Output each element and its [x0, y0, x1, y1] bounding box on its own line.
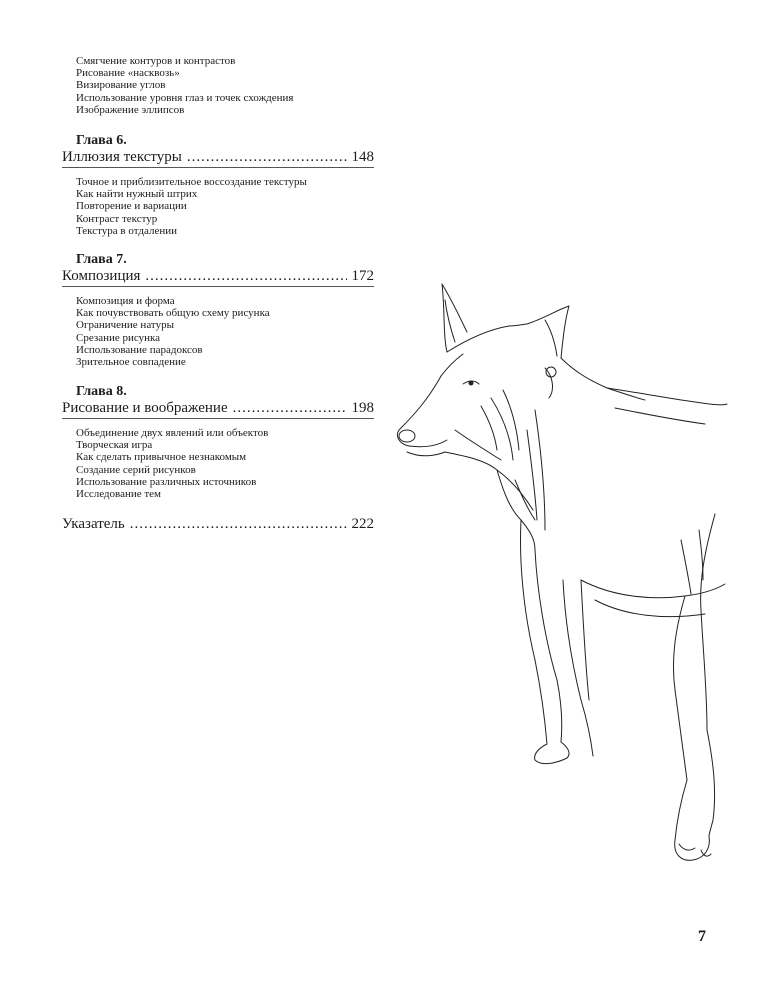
list-item: Как сделать привычное незнакомым [76, 451, 247, 464]
chapter-7-section [62, 252, 374, 368]
chapter-title: Композиция [62, 268, 141, 284]
list-item: Создание серий рисунков [76, 463, 196, 476]
list-item: Как почувствовать общую схему рисунка [76, 307, 270, 320]
section-list [62, 427, 374, 500]
continued-item-list [62, 55, 293, 116]
list-item: Композиция и форма [76, 295, 175, 307]
section-list [62, 176, 374, 237]
list-item: Точное и приблизительное воссоздание текстуры [76, 176, 307, 188]
list-item: Использование уровня глаз и точек схождения [76, 91, 294, 104]
index-entry[interactable] [62, 516, 374, 533]
page-number: 7 [698, 928, 706, 945]
list-item: Визирование углов [76, 79, 166, 92]
list-item: Смягчение контуров и контрастов [76, 55, 236, 67]
chapter-6-section [62, 133, 374, 237]
list-item: Повторение и вариации [76, 200, 187, 213]
list-item: Ограничение натуры [76, 319, 174, 332]
chapter-entry[interactable] [62, 268, 374, 285]
chapter-page: 198 [351, 400, 374, 416]
list-item: Зрительное совпадение [76, 356, 186, 369]
list-item: Контраст текстур [76, 212, 158, 225]
chapter-title: Иллюзия текстуры [62, 149, 182, 165]
dot-leader [187, 149, 347, 166]
list-item: Объединение двух явлений или объектов [76, 427, 269, 439]
index-section [62, 516, 374, 533]
chapter-title: Рисование и воображение [62, 400, 228, 416]
chapter-page: 172 [351, 268, 374, 284]
chapter-8-section [62, 384, 374, 500]
dog-sketch-icon [385, 280, 730, 900]
section-list [62, 295, 374, 368]
list-item: Рисование «насквозь» [76, 67, 180, 80]
dot-leader [130, 516, 347, 533]
list-item: Использование парадоксов [76, 343, 203, 356]
list-item: Срезание рисунка [76, 331, 161, 344]
list-item: Исследование тем [76, 488, 162, 501]
list-item: Изображение эллипсов [76, 103, 185, 116]
chapter-entry[interactable] [62, 400, 374, 417]
list-item: Использование различных источников [76, 475, 257, 488]
chapter-entry[interactable] [62, 149, 374, 166]
chapter-number: Глава 6. [76, 133, 127, 148]
list-item: Как найти нужный штрих [76, 188, 198, 201]
index-page: 222 [351, 516, 374, 532]
dot-leader [233, 400, 347, 417]
index-title: Указатель [62, 516, 125, 532]
dot-leader [145, 268, 346, 285]
chapter-number: Глава 8. [76, 384, 127, 399]
list-item: Творческая игра [76, 439, 153, 452]
chapter-page: 148 [351, 149, 374, 165]
chapter-number: Глава 7. [76, 252, 127, 267]
list-item: Текстура в отдалении [76, 224, 177, 237]
